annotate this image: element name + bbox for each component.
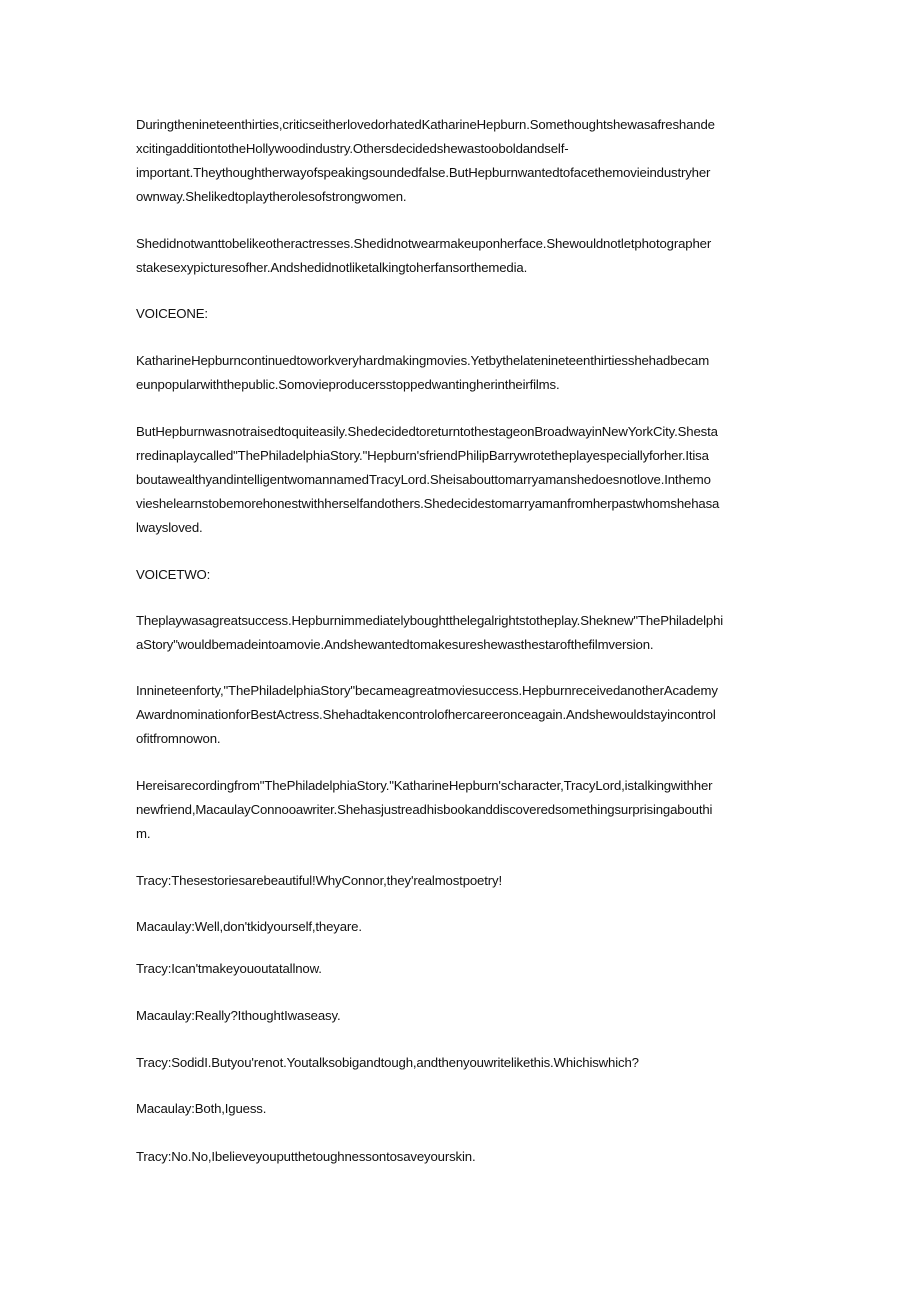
paragraph [136,957,796,981]
text-line: Shedidnotwanttobelikeotheractresses.Shedidnotwearmakeuponherface.Shewouldnotletphotographer [136,236,712,251]
text-line: AwardnominationforBestActress.Shehadtakencontrolofhercareeronceagain.Andshewouldstayincontrol [136,707,716,722]
text-line: Tracy:No.No,Ibelieveyouputthetoughnessontosaveyourskin. [136,1149,476,1164]
text-line: ownway.Shelikedtoplaytherolesofstrongwomen. [136,189,407,204]
text-line: xcitingadditiontotheHollywoodindustry.Othersdecidedshewastooboldandself- [136,141,569,156]
paragraph [136,349,796,397]
paragraph [136,915,796,939]
text-line: Tracy:Thesestoriesarebeautiful!WhyConnor,they'realmostpoetry! [136,873,502,888]
paragraph [136,1051,796,1075]
text-line: vieshelearnstobemorehonestwithherselfandothers.Shedecidestomarryamanfromherpastwhomshehasa [136,496,720,511]
text-line: Macaulay:Really?IthoughtIwaseasy. [136,1008,341,1023]
paragraph [136,1097,796,1121]
text-line: newfriend,MacaulayConnooawriter.Shehasjustreadhisbookanddiscoveredsomethingsurprisingabouthi [136,802,713,817]
paragraph [136,609,796,657]
text-line: Innineteenforty,"ThePhiladelphiaStory"becameagreatmoviesuccess.HepburnreceivedanotherAcademy [136,683,718,698]
text-line: boutawealthyandintelligentwomannamedTracyLord.Sheisabouttomarryamanshedoesnotlove.Inthemo [136,472,711,487]
text-line: Hereisarecordingfrom"ThePhiladelphiaStory."KatharineHepburn'scharacter,TracyLord,istalkingwithher [136,778,713,793]
paragraph [136,1145,796,1169]
text-line: Theplaywasagreatsuccess.Hepburnimmediatelyboughtthelegalrightstotheplay.Sheknew"ThePhiladelphi [136,613,724,628]
text-line: ofitfromnowon. [136,731,221,746]
text-line: lwaysloved. [136,520,203,535]
text-line: VOICETWO: [136,567,211,582]
text-line: rredinaplaycalled"ThePhiladelphiaStory."Hepburn'sfriendPhilipBarrywrotetheplayespeciallyforher.Itisa [136,448,709,463]
text-line: KatharineHepburncontinuedtoworkveryhardmakingmovies.Yetbythelatenineteenthirtiesshehadbecam [136,353,710,368]
paragraph [136,679,796,751]
text-line: VOICEONE: [136,306,208,321]
text-line: stakesexypicturesofher.Andshedidnotliketalkingtoherfansorthemedia. [136,260,528,275]
text-line: Tracy:SodidI.Butyou'renot.Youtalksobigandtough,andthenyouwritelikethis.Whichiswhich? [136,1055,639,1070]
text-line: Macaulay:Both,Iguess. [136,1101,267,1116]
text-line: Macaulay:Well,don'tkidyourself,theyare. [136,919,362,934]
paragraph [136,232,796,280]
paragraph [136,774,796,846]
text-line: eunpopularwiththepublic.Somovieproducersstoppedwantingherintheirfilms. [136,377,560,392]
paragraph [136,302,796,326]
text-line: Duringthenineteenthirties,criticseitherlovedorhatedKatharineHepburn.Somethoughtshewasafreshande [136,117,715,132]
text-line: important.Theythoughtherwayofspeakingsoundedfalse.ButHepburnwantedtofacethemovieindustryher [136,165,711,180]
text-line: Tracy:Ican'tmakeyououtatallnow. [136,961,322,976]
text-line: aStory"wouldbemadeintoamovie.Andshewantedtomakesureshewasthestarofthefilmversion. [136,637,654,652]
paragraph [136,869,796,893]
paragraph [136,1004,796,1028]
paragraph [136,563,796,587]
text-line: m. [136,826,151,841]
paragraph [136,420,796,540]
paragraph [136,113,796,209]
text-line: ButHepburnwasnotraisedtoquiteasily.ShedecidedtoreturntothestageonBroadwayinNewYorkCity.Shesta [136,424,718,439]
